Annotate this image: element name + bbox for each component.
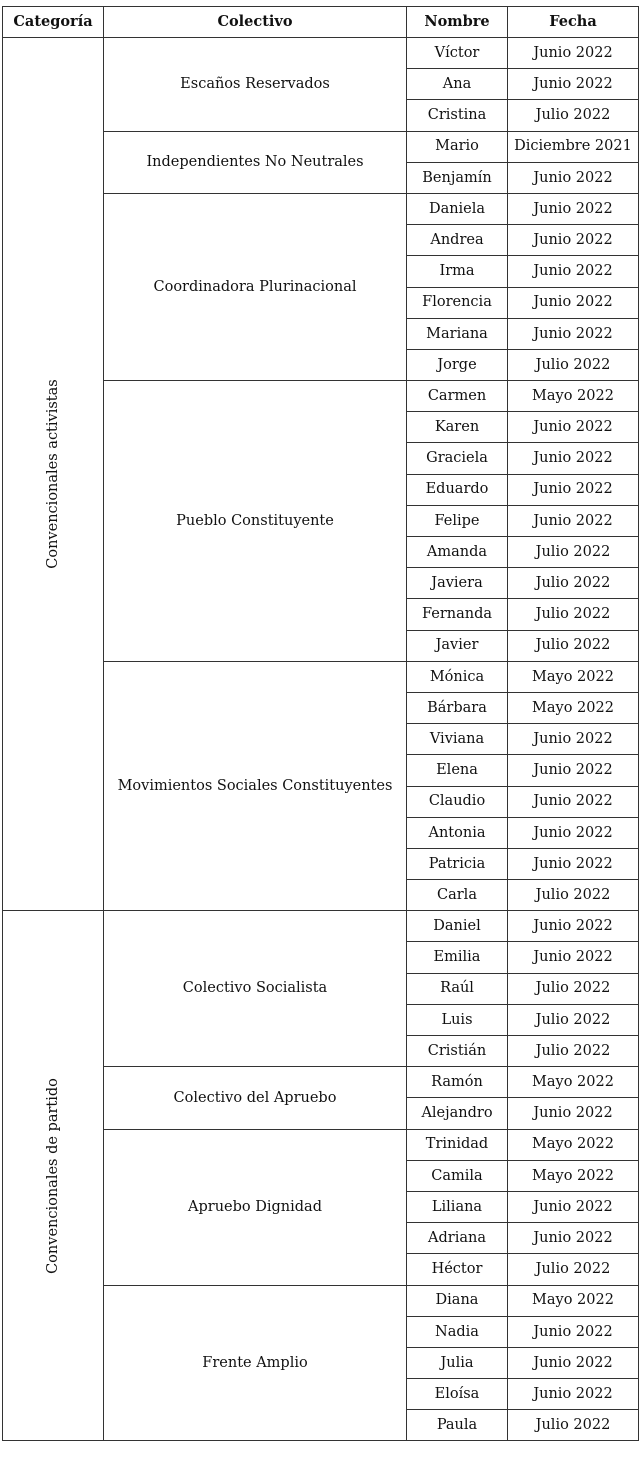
nombre-cell: Víctor bbox=[407, 38, 508, 69]
categoria-label: Convencionales activistas bbox=[44, 379, 61, 569]
nombre-cell: Graciela bbox=[407, 443, 508, 474]
nombre-cell: Eloísa bbox=[407, 1379, 508, 1410]
nombre-cell: Ana bbox=[407, 69, 508, 100]
fecha-cell: Julio 2022 bbox=[508, 1254, 639, 1285]
nombre-cell: Irma bbox=[407, 256, 508, 287]
nombre-cell: Trinidad bbox=[407, 1129, 508, 1160]
colectivo-cell: Colectivo Socialista bbox=[104, 911, 407, 1067]
fecha-cell: Junio 2022 bbox=[508, 287, 639, 318]
nombre-cell: Alejandro bbox=[407, 1098, 508, 1129]
fecha-cell: Julio 2022 bbox=[508, 100, 639, 131]
fecha-cell: Mayo 2022 bbox=[508, 692, 639, 723]
fecha-cell: Junio 2022 bbox=[508, 1223, 639, 1254]
fecha-cell: Mayo 2022 bbox=[508, 1129, 639, 1160]
table-header bbox=[3, 7, 639, 38]
nombre-cell: Diana bbox=[407, 1285, 508, 1316]
nombre-cell: Ramón bbox=[407, 1067, 508, 1098]
fecha-cell: Junio 2022 bbox=[508, 193, 639, 224]
fecha-cell: Mayo 2022 bbox=[508, 1285, 639, 1316]
colectivo-cell: Movimientos Sociales Constituyentes bbox=[104, 661, 407, 911]
colectivo-cell: Apruebo Dignidad bbox=[104, 1129, 407, 1285]
nombre-cell: Emilia bbox=[407, 942, 508, 973]
fecha-cell: Junio 2022 bbox=[508, 412, 639, 443]
nombre-cell: Eduardo bbox=[407, 474, 508, 505]
fecha-cell: Junio 2022 bbox=[508, 1191, 639, 1222]
colectivo-cell: Coordinadora Plurinacional bbox=[104, 193, 407, 380]
nombre-cell: Viviana bbox=[407, 724, 508, 755]
colectivo-cell: Escaños Reservados bbox=[104, 38, 407, 132]
fecha-cell: Mayo 2022 bbox=[508, 1067, 639, 1098]
fecha-cell: Junio 2022 bbox=[508, 817, 639, 848]
nombre-cell: Antonia bbox=[407, 817, 508, 848]
table-row bbox=[3, 911, 639, 942]
fecha-cell: Junio 2022 bbox=[508, 38, 639, 69]
nombre-cell: Mario bbox=[407, 131, 508, 162]
header-row bbox=[3, 7, 639, 38]
fecha-cell: Junio 2022 bbox=[508, 911, 639, 942]
fecha-cell: Diciembre 2021 bbox=[508, 131, 639, 162]
colectivo-cell: Colectivo del Apruebo bbox=[104, 1067, 407, 1129]
fecha-cell: Julio 2022 bbox=[508, 1004, 639, 1035]
fecha-cell: Junio 2022 bbox=[508, 1379, 639, 1410]
nombre-cell: Adriana bbox=[407, 1223, 508, 1254]
colectivo-cell: Independientes No Neutrales bbox=[104, 131, 407, 193]
header-fecha: Fecha bbox=[508, 7, 639, 38]
nombre-cell: Daniel bbox=[407, 911, 508, 942]
nombre-cell: Bárbara bbox=[407, 692, 508, 723]
table-row bbox=[3, 38, 639, 69]
fecha-cell: Julio 2022 bbox=[508, 537, 639, 568]
nombre-cell: Julia bbox=[407, 1347, 508, 1378]
table-body bbox=[3, 38, 639, 1441]
nombre-cell: Florencia bbox=[407, 287, 508, 318]
nombre-cell: Karen bbox=[407, 412, 508, 443]
fecha-cell: Junio 2022 bbox=[508, 755, 639, 786]
categoria-label: Convencionales de partido bbox=[44, 1077, 61, 1274]
fecha-cell: Junio 2022 bbox=[508, 162, 639, 193]
header-nombre: Nombre bbox=[407, 7, 508, 38]
nombre-cell: Camila bbox=[407, 1160, 508, 1191]
fecha-cell: Junio 2022 bbox=[508, 505, 639, 536]
nombre-cell: Carmen bbox=[407, 381, 508, 412]
nombre-cell: Cristián bbox=[407, 1036, 508, 1067]
fecha-cell: Junio 2022 bbox=[508, 724, 639, 755]
categoria-cell bbox=[3, 911, 104, 1441]
fecha-cell: Julio 2022 bbox=[508, 630, 639, 661]
fecha-cell: Junio 2022 bbox=[508, 443, 639, 474]
nombre-cell: Luis bbox=[407, 1004, 508, 1035]
fecha-cell: Junio 2022 bbox=[508, 225, 639, 256]
fecha-cell: Julio 2022 bbox=[508, 880, 639, 911]
header-colectivo: Colectivo bbox=[104, 7, 407, 38]
nombre-cell: Liliana bbox=[407, 1191, 508, 1222]
fecha-cell: Junio 2022 bbox=[508, 848, 639, 879]
fecha-cell: Mayo 2022 bbox=[508, 381, 639, 412]
nombre-cell: Javier bbox=[407, 630, 508, 661]
fecha-cell: Junio 2022 bbox=[508, 318, 639, 349]
fecha-cell: Julio 2022 bbox=[508, 973, 639, 1004]
fecha-cell: Mayo 2022 bbox=[508, 661, 639, 692]
fecha-cell: Julio 2022 bbox=[508, 568, 639, 599]
nombre-cell: Nadia bbox=[407, 1316, 508, 1347]
nombre-cell: Patricia bbox=[407, 848, 508, 879]
nombre-cell: Javiera bbox=[407, 568, 508, 599]
header-categoria: Categoría bbox=[3, 7, 104, 38]
fecha-cell: Junio 2022 bbox=[508, 256, 639, 287]
nombre-cell: Daniela bbox=[407, 193, 508, 224]
fecha-cell: Julio 2022 bbox=[508, 599, 639, 630]
nombre-cell: Cristina bbox=[407, 100, 508, 131]
nombre-cell: Andrea bbox=[407, 225, 508, 256]
fecha-cell: Mayo 2022 bbox=[508, 1160, 639, 1191]
nombre-cell: Elena bbox=[407, 755, 508, 786]
fecha-cell: Junio 2022 bbox=[508, 474, 639, 505]
fecha-cell: Junio 2022 bbox=[508, 1098, 639, 1129]
fecha-cell: Julio 2022 bbox=[508, 349, 639, 380]
convencionales-table bbox=[2, 6, 639, 1441]
nombre-cell: Mariana bbox=[407, 318, 508, 349]
nombre-cell: Claudio bbox=[407, 786, 508, 817]
colectivo-cell: Pueblo Constituyente bbox=[104, 381, 407, 662]
fecha-cell: Junio 2022 bbox=[508, 1347, 639, 1378]
nombre-cell: Carla bbox=[407, 880, 508, 911]
fecha-cell: Julio 2022 bbox=[508, 1410, 639, 1441]
nombre-cell: Mónica bbox=[407, 661, 508, 692]
colectivo-cell: Frente Amplio bbox=[104, 1285, 407, 1441]
nombre-cell: Paula bbox=[407, 1410, 508, 1441]
fecha-cell: Julio 2022 bbox=[508, 1036, 639, 1067]
categoria-cell bbox=[3, 38, 104, 911]
fecha-cell: Junio 2022 bbox=[508, 1316, 639, 1347]
fecha-cell: Junio 2022 bbox=[508, 786, 639, 817]
fecha-cell: Junio 2022 bbox=[508, 69, 639, 100]
nombre-cell: Felipe bbox=[407, 505, 508, 536]
nombre-cell: Raúl bbox=[407, 973, 508, 1004]
nombre-cell: Benjamín bbox=[407, 162, 508, 193]
nombre-cell: Fernanda bbox=[407, 599, 508, 630]
nombre-cell: Amanda bbox=[407, 537, 508, 568]
fecha-cell: Junio 2022 bbox=[508, 942, 639, 973]
nombre-cell: Jorge bbox=[407, 349, 508, 380]
nombre-cell: Héctor bbox=[407, 1254, 508, 1285]
